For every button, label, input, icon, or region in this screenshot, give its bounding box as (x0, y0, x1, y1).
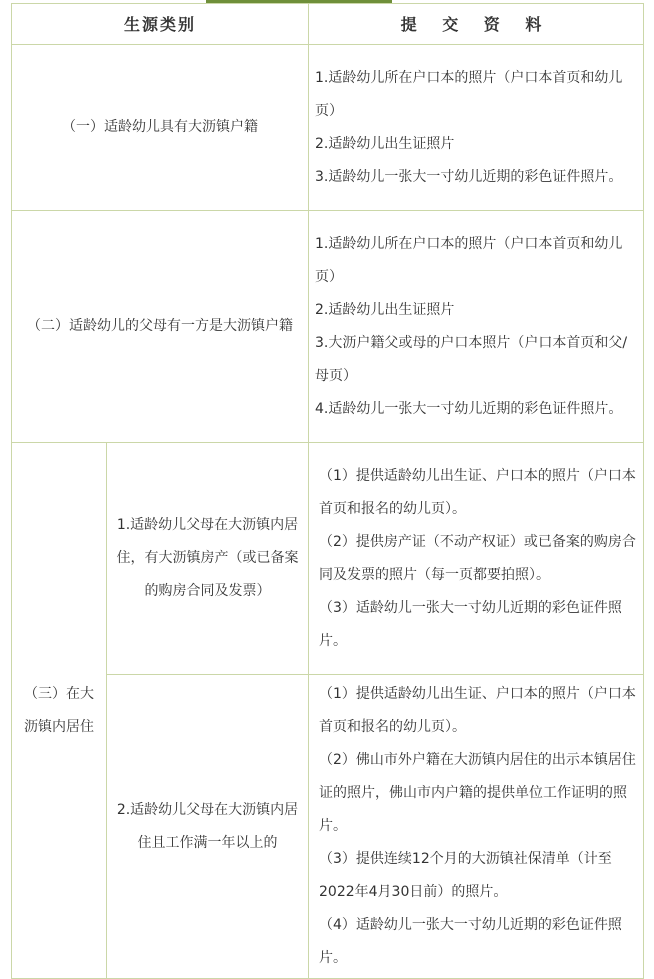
document-item: （1）提供适龄幼儿出生证、户口本的照片（户口本首页和报名的幼儿页）。 (319, 467, 636, 517)
table-row (12, 443, 644, 675)
table-row (12, 211, 644, 443)
requirements-table (11, 3, 644, 979)
subcategory-cell: 1.适龄幼儿父母在大沥镇内居住，有大沥镇房产（或已备案的购房合同及发票） (107, 443, 309, 675)
documents-cell (309, 443, 644, 675)
document-item: 1.适龄幼儿所在户口本的照片（户口本首页和幼儿页） (315, 69, 623, 119)
document-item: （1）提供适龄幼儿出生证、户口本的照片（户口本首页和报名的幼儿页）。 (319, 686, 636, 735)
table-row (12, 675, 644, 979)
documents-cell (309, 45, 644, 211)
document-item: 4.适龄幼儿一张大一寸幼儿近期的彩色证件照片。 (315, 400, 623, 417)
documents-cell (309, 211, 644, 443)
document-item: （4）适龄幼儿一张大一寸幼儿近期的彩色证件照片。 (319, 917, 622, 966)
category-cell: （一）适龄幼儿具有大沥镇户籍 (12, 45, 309, 211)
table-row (12, 45, 644, 211)
document-item: 1.适龄幼儿所在户口本的照片（户口本首页和幼儿页） (315, 235, 623, 285)
documents-cell (309, 675, 644, 979)
category-cell: （二）适龄幼儿的父母有一方是大沥镇户籍 (12, 211, 309, 443)
document-item: （2）提供房产证（不动产权证）或已备案的购房合同及发票的照片（每一页都要拍照）。 (319, 533, 636, 583)
document-item: 3.大沥户籍父或母的户口本照片（户口本首页和父/母页） (315, 334, 628, 384)
document-item: 2.适龄幼儿出生证照片 (315, 301, 455, 318)
table-header-row (12, 4, 644, 45)
document-item: 2.适龄幼儿出生证照片 (315, 135, 455, 152)
document-item: （3）提供连续12个月的大沥镇社保清单（计至2022年4月30日前）的照片。 (319, 851, 612, 900)
header-documents: 提 交 资 料 (309, 4, 644, 45)
document-item: 3.适龄幼儿一张大一寸幼儿近期的彩色证件照片。 (315, 168, 623, 185)
document-item: （3）适龄幼儿一张大一寸幼儿近期的彩色证件照片。 (319, 599, 622, 649)
document-item: （2）佛山市外户籍在大沥镇内居住的出示本镇居住证的照片，佛山市内户籍的提供单位工作证明的照片。 (319, 752, 636, 834)
category-cell: （三）在大沥镇内居住 (12, 443, 107, 979)
header-category: 生源类别 (12, 4, 309, 45)
subcategory-cell: 2.适龄幼儿父母在大沥镇内居住且工作满一年以上的 (107, 675, 309, 979)
